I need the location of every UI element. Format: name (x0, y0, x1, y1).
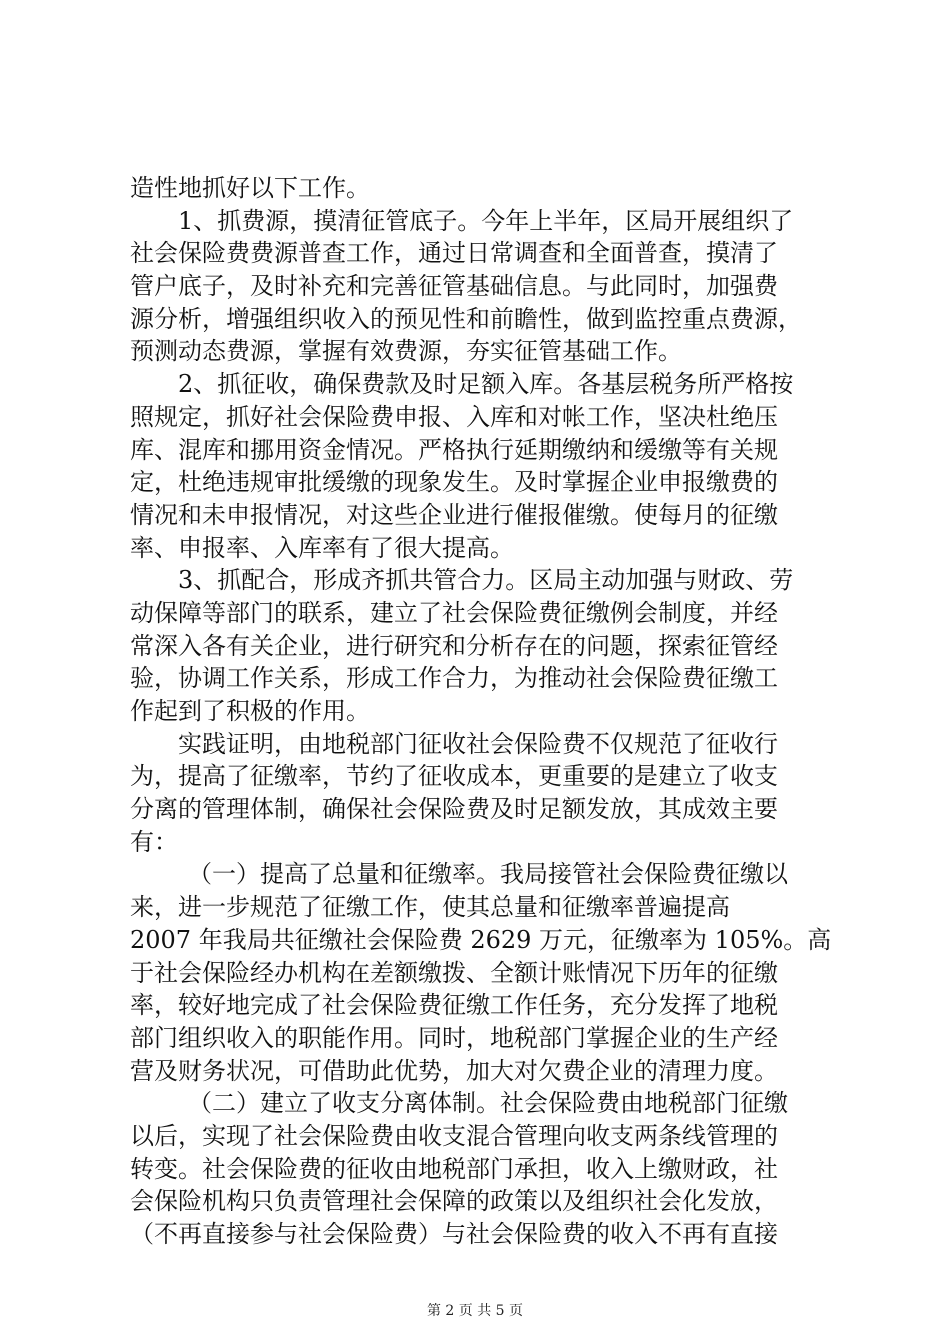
text-line: 营及财务状况，可借助此优势，加大对欠费企业的清理力度。 (130, 1056, 778, 1085)
text-line: 造性地抓好以下工作。 (130, 174, 370, 202)
text-line: 库、混库和挪用资金情况。严格执行延期缴纳和缓缴等有关规 (130, 435, 778, 464)
paragraph-heading-3: 3、抓配合，形成齐抓共管合力。区局主动加强与财政、劳 (178, 566, 794, 595)
text-line: 来，进一步规范了征缴工作，使其总量和征缴率普遍提高 (130, 893, 730, 922)
text-line: 部门组织收入的职能作用。同时，地税部门掌握企业的生产经 (130, 1023, 778, 1052)
page-number-footer: 第 2 页 共 5 页 (426, 1303, 524, 1319)
text-line: 率、申报率、入库率有了很大提高。 (130, 533, 514, 562)
text-line: 常深入各有关企业，进行研究和分析存在的问题，探索征管经 (130, 631, 778, 660)
text-line: 作起到了积极的作用。 (130, 697, 370, 725)
text-line: 管户底子，及时补充和完善征管基础信息。与此同时，加强费 (130, 272, 778, 301)
text-line: 为，提高了征缴率，节约了征收成本，更重要的是建立了收支 (130, 762, 778, 791)
text-line: 预测动态费源，掌握有效费源，夯实征管基础工作。 (130, 337, 682, 366)
text-line: 率，较好地完成了社会保险费征缴工作任务，充分发挥了地税 (130, 991, 778, 1020)
text-line: 分离的管理体制，确保社会保险费及时足额发放，其成效主要 (130, 795, 778, 824)
paragraph-heading-1: 1、抓费源，摸清征管底子。今年上半年，区局开展组织了 (178, 206, 794, 235)
paragraph-heading-2: 2、抓征收，确保费款及时足额入库。各基层税务所严格按 (178, 370, 794, 399)
text-line: 源分析，增强组织收入的预见性和前瞻性，做到监控重点费源， (130, 304, 802, 333)
text-line: 转变。社会保险费的征收由地税部门承担，收入上缴财政，社 (130, 1154, 778, 1183)
text-line: 动保障等部门的联系，建立了社会保险费征缴例会制度，并经 (130, 598, 778, 627)
text-line: 照规定，抓好社会保险费申报、入库和对帐工作，坚决杜绝压 (130, 402, 778, 431)
text-line: 有： (130, 827, 178, 856)
text-line: 以后，实现了社会保险费由收支混合管理向收支两条线管理的 (130, 1121, 778, 1150)
text-line: 社会保险费费源普查工作，通过日常调查和全面普查，摸清了 (130, 239, 778, 268)
section-heading-2: （二）建立了收支分离体制。社会保险费由地税部门征缴 (188, 1089, 788, 1118)
section-heading-1: （一）提高了总量和征缴率。我局接管社会保险费征缴以 (188, 860, 788, 889)
text-line: 定，杜绝违规审批缓缴的现象发生。及时掌握企业申报缴费的 (130, 468, 778, 497)
text-line: 2007 年我局共征缴社会保险费 2629 万元，征缴率为 105%。高 (130, 925, 832, 954)
text-line: 验，协调工作关系，形成工作合力，为推动社会保险费征缴工 (130, 664, 778, 693)
text-line: 会保险机构只负责管理社会保障的政策以及组织社会化发放， (130, 1187, 778, 1216)
text-line: 于社会保险经办机构在差额缴拨、全额计账情况下历年的征缴 (130, 958, 778, 987)
text-line: （不再直接参与社会保险费）与社会保险费的收入不再有直接 (130, 1220, 778, 1248)
paragraph-start: 实践证明，由地税部门征收社会保险费不仅规范了征收行 (178, 729, 778, 758)
text-line: 情况和未申报情况，对这些企业进行催报催缴。使每月的征缴 (130, 500, 778, 529)
document-body (130, 172, 842, 1251)
